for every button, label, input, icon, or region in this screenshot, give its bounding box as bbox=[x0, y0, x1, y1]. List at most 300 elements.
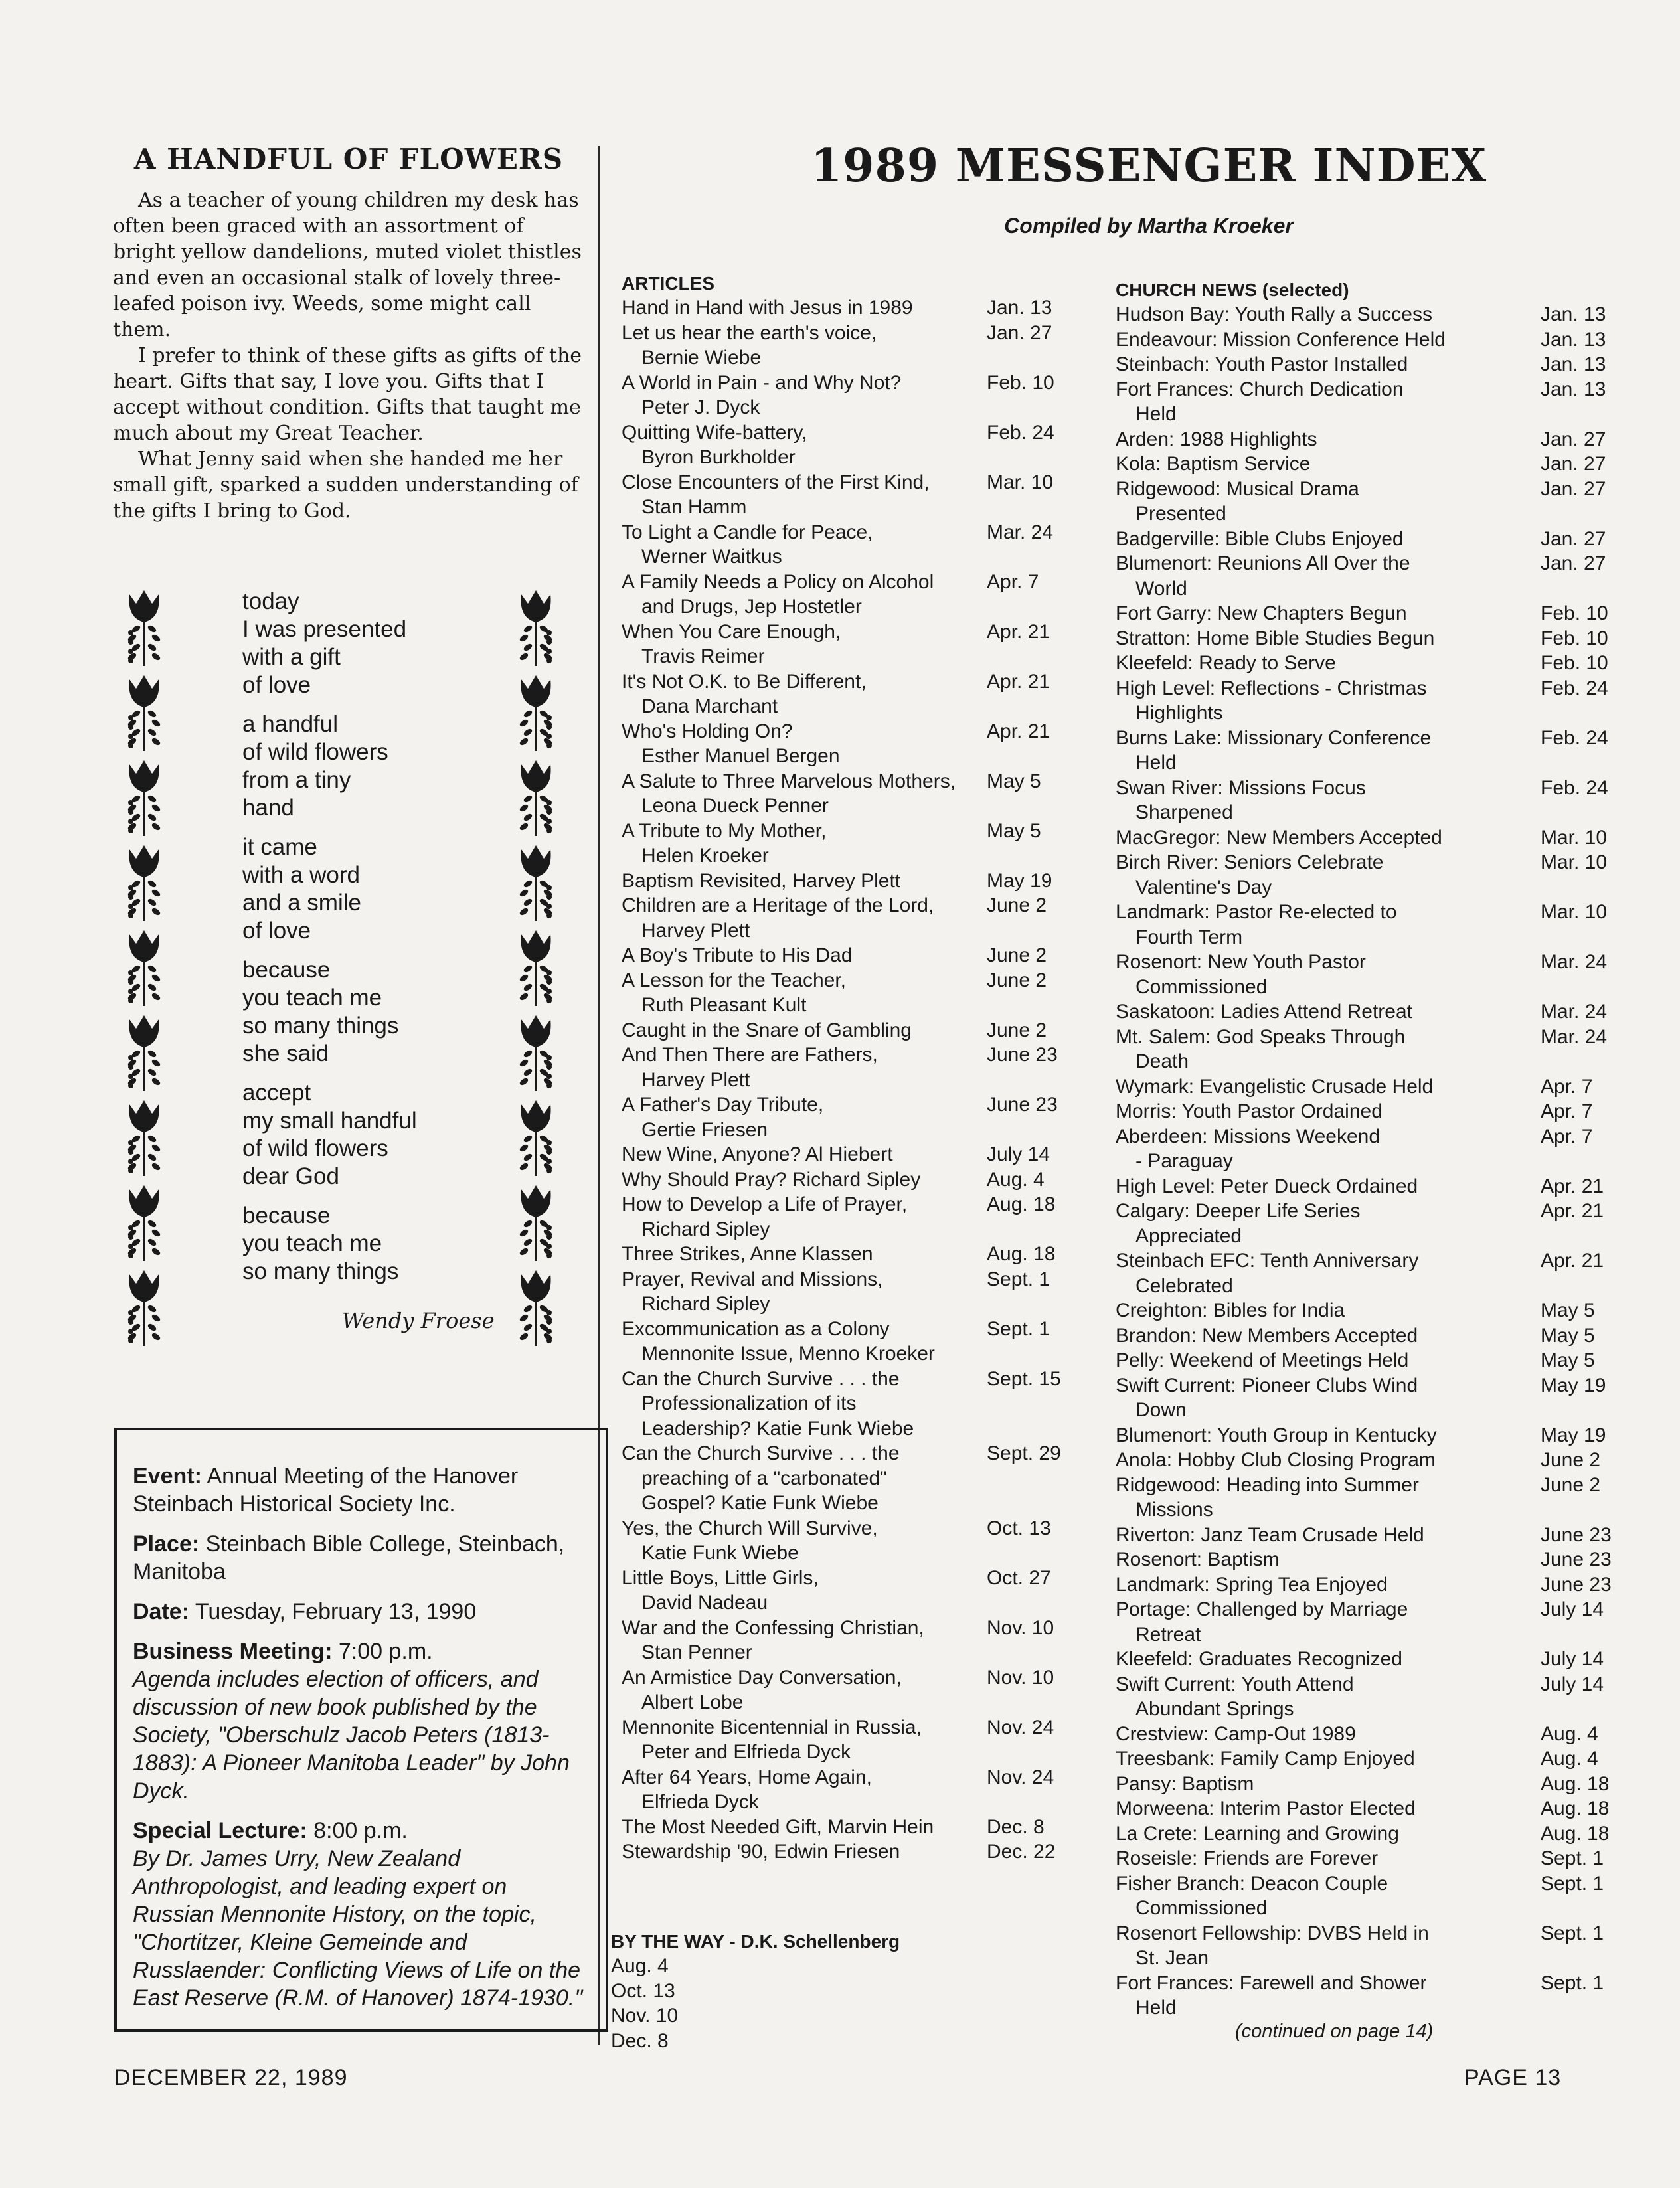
poem-line: of love bbox=[242, 672, 311, 698]
entry-date: May 19 bbox=[1541, 1374, 1606, 1396]
entry-title-line: preaching of a "carbonated" bbox=[641, 1467, 887, 1489]
index-entry bbox=[622, 1167, 1060, 1193]
entry-title-line: Fourth Term bbox=[1135, 926, 1243, 948]
index-entry bbox=[622, 1516, 1060, 1566]
poem-stanza bbox=[242, 588, 406, 699]
entry-title-line: The Most Needed Gift, Marvin Hein bbox=[622, 1815, 934, 1838]
poem-stanza bbox=[242, 711, 388, 822]
index-entry bbox=[622, 1192, 1060, 1242]
entry-title-line: Rosenort Fellowship: DVBS Held in bbox=[1116, 1922, 1429, 1944]
entry-title-line: Rosenort: Baptism bbox=[1116, 1549, 1280, 1570]
entry-date: Mar. 10 bbox=[1541, 826, 1608, 849]
index-subtitle: Compiled by Martha Kroeker bbox=[1004, 214, 1294, 238]
index-entry bbox=[1116, 551, 1620, 601]
entry-title-line: Prayer, Revival and Missions, bbox=[622, 1268, 883, 1290]
entry-title-line: Who's Holding On? bbox=[622, 720, 793, 742]
poem-line: a handful bbox=[242, 711, 339, 737]
poem-stanza bbox=[242, 1079, 417, 1191]
entry-date: Apr. 21 bbox=[1541, 1200, 1604, 1222]
entry-title-line: Can the Church Survive . . . the bbox=[622, 1367, 900, 1390]
by-the-way-heading: BY THE WAY - D.K. Schellenberg bbox=[611, 1931, 900, 1952]
entry-title-line: A Tribute to My Mother, bbox=[622, 819, 827, 842]
entry-date: Aug. 18 bbox=[987, 1193, 1056, 1215]
poem-line: she said bbox=[242, 1041, 329, 1066]
entry-title-line: A Salute to Three Marvelous Mothers, bbox=[622, 770, 956, 792]
entry-date: Apr. 7 bbox=[1541, 1125, 1593, 1147]
entry-date: June 2 bbox=[987, 969, 1047, 991]
entry-date: Sept. 29 bbox=[987, 1442, 1061, 1464]
index-entry bbox=[622, 1616, 1060, 1665]
entry-date: Aug. 18 bbox=[1541, 1798, 1610, 1819]
index-entry bbox=[622, 1367, 1060, 1442]
entry-date: Feb. 24 bbox=[1541, 776, 1608, 799]
entry-title-line: Steinbach: Youth Pastor Installed bbox=[1116, 353, 1408, 375]
entry-title-line: Treesbank: Family Camp Enjoyed bbox=[1116, 1748, 1415, 1770]
entry-title-line: Riverton: Janz Team Crusade Held bbox=[1116, 1523, 1424, 1546]
entry-title-line: La Crete: Learning and Growing bbox=[1116, 1822, 1399, 1845]
entry-date: June 2 bbox=[987, 944, 1047, 966]
entry-date: Mar. 10 bbox=[1541, 851, 1608, 873]
entry-title-line: Richard Sipley bbox=[641, 1218, 770, 1240]
index-entry bbox=[622, 769, 1060, 819]
entry-title-line: Mennonite Bicentennial in Russia, bbox=[622, 1716, 922, 1738]
entry-date: Mar. 24 bbox=[1541, 951, 1608, 973]
entry-title-line: Esther Manuel Bergen bbox=[641, 745, 840, 767]
entry-title-line: Gospel? Katie Funk Wiebe bbox=[641, 1492, 879, 1514]
date-line: Date: Tuesday, February 13, 1990 bbox=[133, 1599, 477, 1624]
entry-title-line: Calgary: Deeper Life Series bbox=[1116, 1200, 1361, 1222]
entry-title-line: Hand in Hand with Jesus in 1989 bbox=[622, 297, 913, 319]
index-entry bbox=[622, 1839, 1060, 1865]
entry-title-line: Werner Waitkus bbox=[641, 546, 782, 568]
index-entry bbox=[1116, 1871, 1620, 1921]
index-entry bbox=[622, 1267, 1060, 1317]
entry-title-line: Commissioned bbox=[1135, 975, 1268, 998]
entry-title-line: Portage: Challenged by Marriage bbox=[1116, 1598, 1408, 1620]
entry-title-line: Let us hear the earth's voice, bbox=[622, 321, 877, 344]
poem bbox=[113, 581, 584, 1358]
index-entry bbox=[1116, 1547, 1620, 1572]
special-lecture: Special Lecture: 8:00 p.m. By Dr. James Urry, New Zealand Anthropologist, and leading expert on Russian Mennonite History, on the topic, "Chortitzer, Kleine Gemeinde and Russlaender: Conflicting Views of Life on the East Reserve (R.M. of Hanover) 1874-1930." bbox=[133, 1818, 583, 2011]
index-entry bbox=[1116, 1746, 1620, 1772]
entry-date: May 5 bbox=[987, 770, 1041, 792]
index-entry bbox=[622, 1815, 1060, 1840]
entry-date: Apr. 21 bbox=[987, 670, 1050, 693]
index-entry bbox=[1116, 1672, 1620, 1722]
entry-title-line: High Level: Peter Dueck Ordained bbox=[1116, 1175, 1418, 1197]
entry-date: Nov. 10 bbox=[987, 1616, 1054, 1639]
entry-title-line: New Wine, Anyone? Al Hiebert bbox=[622, 1143, 893, 1165]
entry-date: Sept. 1 bbox=[987, 1268, 1050, 1290]
poem-line: and a smile bbox=[242, 890, 361, 916]
entry-date: July 14 bbox=[987, 1143, 1050, 1165]
entry-date: Nov. 24 bbox=[987, 1716, 1054, 1738]
entry-date: Jan. 13 bbox=[1541, 303, 1606, 325]
entry-title-line: Death bbox=[1135, 1051, 1189, 1072]
entry-date: Jan. 27 bbox=[1541, 428, 1606, 450]
entry-title-line: Peter and Elfrieda Dyck bbox=[641, 1741, 851, 1763]
entry-title-line: Baptism Revisited, Harvey Plett bbox=[622, 869, 901, 892]
entry-date: Apr. 21 bbox=[1541, 1250, 1604, 1272]
index-entry bbox=[622, 1142, 1060, 1167]
page-number: PAGE 13 bbox=[1464, 2065, 1562, 2090]
index-entry bbox=[1116, 850, 1620, 900]
entry-title-line: Children are a Heritage of the Lord, bbox=[622, 894, 934, 916]
entry-title-line: Landmark: Spring Tea Enjoyed bbox=[1116, 1573, 1388, 1596]
entry-title-line: Creighton: Bibles for India bbox=[1116, 1300, 1345, 1321]
entry-title-line: and Drugs, Jep Hostetler bbox=[641, 596, 862, 618]
index-entry bbox=[622, 321, 1060, 371]
poem-line: of love bbox=[242, 918, 311, 944]
index-entry bbox=[1116, 1971, 1620, 2021]
entry-date: June 23 bbox=[1541, 1573, 1612, 1596]
entry-date: Aug. 4 bbox=[1541, 1748, 1598, 1770]
index-entry bbox=[1116, 1448, 1620, 1473]
index-entry bbox=[1116, 1772, 1620, 1797]
index-entry bbox=[1116, 1647, 1620, 1672]
entry-date: Jan. 27 bbox=[1541, 552, 1606, 574]
entry-title-line: Harvey Plett bbox=[641, 1068, 750, 1091]
entry-title-line: Blumenort: Youth Group in Kentucky bbox=[1116, 1424, 1437, 1446]
entry-title-line: Rosenort: New Youth Pastor bbox=[1116, 951, 1366, 973]
entry-title-line: St. Jean bbox=[1135, 1947, 1209, 1969]
entry-title-line: Presented bbox=[1135, 503, 1226, 525]
entry-title-line: Ridgewood: Heading into Summer bbox=[1116, 1473, 1419, 1496]
entry-title-line: Sharpened bbox=[1135, 801, 1233, 823]
index-entry bbox=[1116, 527, 1620, 552]
entry-title-line: Burns Lake: Missionary Conference bbox=[1116, 726, 1432, 749]
entry-title-line: Mt. Salem: God Speaks Through bbox=[1116, 1025, 1406, 1048]
index-entry bbox=[1116, 377, 1620, 427]
article-paragraph: As a teacher of young children my desk has often been graced with an assortment of bright yellow dandelions, muted violet thistles and even an occasional stalk of lovely three-leafed poison ivy. Weeds, some might call them. bbox=[113, 189, 582, 341]
index-entry bbox=[622, 295, 1060, 321]
entry-title-line: To Light a Candle for Peace, bbox=[622, 521, 873, 543]
index-entry bbox=[1116, 1796, 1620, 1821]
entry-date: June 23 bbox=[1541, 1549, 1612, 1570]
index-entry bbox=[622, 620, 1060, 669]
entry-date: Aug. 18 bbox=[1541, 1822, 1610, 1845]
entry-date: June 2 bbox=[987, 1019, 1047, 1041]
poem-line: my small handful bbox=[242, 1108, 417, 1134]
index-entry bbox=[1116, 776, 1620, 825]
entry-date: Mar. 24 bbox=[1541, 1001, 1608, 1023]
index-entry bbox=[622, 1665, 1060, 1715]
index-entry bbox=[622, 1566, 1060, 1616]
entry-title-line: Appreciated bbox=[1135, 1224, 1242, 1247]
entry-date: Mar. 24 bbox=[987, 521, 1054, 543]
entry-date: Feb. 10 bbox=[987, 371, 1054, 394]
index-entry bbox=[1116, 1323, 1620, 1349]
entry-title-line: Endeavour: Mission Conference Held bbox=[1116, 328, 1446, 351]
entry-title-line: Held bbox=[1135, 1997, 1177, 2019]
entry-title-line: Morris: Youth Pastor Ordained bbox=[1116, 1100, 1383, 1122]
entry-title-line: Travis Reimer bbox=[641, 645, 765, 667]
entry-title-line: - Paraguay bbox=[1135, 1150, 1233, 1172]
entry-title-line: Commissioned bbox=[1135, 1897, 1268, 1919]
entry-title-line: Aberdeen: Missions Weekend bbox=[1116, 1125, 1380, 1147]
article-paragraph: I prefer to think of these gifts as gifts of the heart. Gifts that say, I love you. Gifts that I accept without condition. Gifts that taught me much about my Great Teacher. bbox=[113, 344, 582, 445]
entry-date: Feb. 10 bbox=[1541, 652, 1608, 674]
entry-title-line: Peter J. Dyck bbox=[641, 396, 760, 418]
continued-note: (continued on page 14) bbox=[1235, 2021, 1434, 2042]
entry-title-line: Hudson Bay: Youth Rally a Success bbox=[1116, 303, 1432, 325]
entry-title-line: Mennonite Issue, Menno Kroeker bbox=[641, 1343, 935, 1365]
entry-date: Sept. 1 bbox=[1541, 1922, 1604, 1944]
entry-date: Jan. 13 bbox=[1541, 353, 1606, 375]
entry-title-line: High Level: Reflections - Christmas bbox=[1116, 677, 1427, 699]
entry-date: Apr. 7 bbox=[987, 570, 1039, 593]
entry-title-line: Quitting Wife-battery, bbox=[622, 421, 807, 444]
poem-line: it came bbox=[242, 834, 317, 860]
entry-title-line: Little Boys, Little Girls, bbox=[622, 1566, 819, 1589]
index-entry bbox=[1116, 1248, 1620, 1298]
poem-author: Wendy Froese bbox=[342, 1308, 495, 1333]
index-entry bbox=[622, 869, 1060, 894]
poem-line: with a word bbox=[242, 862, 361, 888]
entry-title-line: Fisher Branch: Deacon Couple bbox=[1116, 1872, 1388, 1894]
poem-line: so many things bbox=[242, 1258, 399, 1284]
entry-title-line: Anola: Hobby Club Closing Program bbox=[1116, 1449, 1436, 1471]
entry-title-line: Held bbox=[1135, 752, 1177, 774]
entry-title-line: Birch River: Seniors Celebrate bbox=[1116, 851, 1384, 873]
entry-date: Nov. 10 bbox=[987, 1666, 1054, 1689]
entry-date: May 19 bbox=[987, 869, 1052, 892]
index-entry bbox=[1116, 1722, 1620, 1747]
entry-title-line: Blumenort: Reunions All Over the bbox=[1116, 552, 1410, 574]
index-entry bbox=[622, 420, 1060, 470]
entry-title-line: Close Encounters of the First Kind, bbox=[622, 471, 930, 493]
entry-title-line: Swift Current: Pioneer Clubs Wind bbox=[1116, 1374, 1418, 1396]
entry-title-line: Arden: 1988 Highlights bbox=[1116, 428, 1317, 450]
entry-date: Jan. 27 bbox=[987, 321, 1052, 344]
entry-date: Mar. 24 bbox=[1541, 1025, 1608, 1048]
entry-date: Sept. 1 bbox=[1541, 1847, 1604, 1869]
poem-line: of wild flowers bbox=[242, 739, 388, 765]
index-entry bbox=[622, 1242, 1060, 1267]
entry-title-line: Brandon: New Members Accepted bbox=[1116, 1324, 1418, 1347]
entry-title-line: Pelly: Weekend of Meetings Held bbox=[1116, 1349, 1409, 1371]
entry-title-line: Ridgewood: Musical Drama bbox=[1116, 477, 1359, 500]
entry-title-line: MacGregor: New Members Accepted bbox=[1116, 826, 1442, 849]
entry-title-line: Leadership? Katie Funk Wiebe bbox=[641, 1417, 914, 1440]
articles-heading: ARTICLES bbox=[622, 273, 714, 294]
entry-title-line: Stan Penner bbox=[641, 1641, 752, 1663]
index-entry bbox=[1116, 1298, 1620, 1323]
entry-title-line: Helen Kroeker bbox=[641, 845, 769, 867]
business-meeting: Business Meeting: 7:00 p.m. Agenda includes election of officers, and discussion of new book published by the Society, "Oberschulz Jacob Peters (1813-1883): A Pioneer Manitoba Leader" by John Dyck. bbox=[133, 1639, 570, 1804]
index-entry bbox=[622, 371, 1060, 420]
entry-date: Sept. 1 bbox=[987, 1317, 1050, 1340]
entry-date: Jan. 13 bbox=[1541, 328, 1606, 351]
entry-date: May 5 bbox=[1541, 1300, 1595, 1321]
entry-title-line: Landmark: Pastor Re-elected to bbox=[1116, 901, 1397, 923]
poem-line: with a gift bbox=[242, 644, 341, 670]
poem-stanza bbox=[242, 833, 361, 945]
index-entry bbox=[1116, 1423, 1620, 1448]
entry-date: Feb. 24 bbox=[1541, 677, 1608, 699]
event-line: Event: Annual Meeting of the Hanover Steinbach Historical Society Inc. bbox=[133, 1464, 519, 1517]
entry-title-line: Harvey Plett bbox=[641, 919, 750, 942]
entry-title-line: Retreat bbox=[1135, 1623, 1201, 1645]
index-entry bbox=[1116, 352, 1620, 377]
index-entry bbox=[1116, 999, 1620, 1025]
entry-title-line: Abundant Springs bbox=[1135, 1698, 1294, 1720]
entry-date: Jan. 13 bbox=[987, 297, 1052, 319]
index-entry bbox=[1116, 327, 1620, 353]
entry-date: May 5 bbox=[1541, 1324, 1595, 1347]
entry-title-line: An Armistice Day Conversation, bbox=[622, 1666, 902, 1689]
entry-title-line: Fort Frances: Farewell and Shower bbox=[1116, 1972, 1427, 1994]
entry-title-line: Pansy: Baptism bbox=[1116, 1772, 1254, 1795]
entry-date: Feb. 24 bbox=[1541, 726, 1608, 749]
entry-title-line: Kola: Baptism Service bbox=[1116, 453, 1311, 475]
index-entry bbox=[1116, 1025, 1620, 1074]
entry-title-line: Ruth Pleasant Kult bbox=[641, 994, 807, 1016]
index-title: 1989 MESSENGER INDEX bbox=[810, 139, 1487, 193]
entry-title-line: Leona Dueck Penner bbox=[641, 795, 829, 817]
by-the-way-date: Oct. 13 bbox=[611, 1979, 675, 2002]
entry-date: June 23 bbox=[987, 1044, 1058, 1066]
article-paragraph: What Jenny said when she handed me her small gift, sparked a sudden understanding of the gifts I bring to God. bbox=[113, 448, 578, 523]
poem-line: because bbox=[242, 957, 331, 983]
index-entry bbox=[622, 819, 1060, 869]
entry-title-line: Stan Hamm bbox=[641, 496, 747, 518]
by-the-way-date: Nov. 10 bbox=[611, 2005, 679, 2027]
entry-title-line: After 64 Years, Home Again, bbox=[622, 1766, 872, 1788]
index-entry bbox=[622, 1018, 1060, 1043]
entry-title-line: Elfrieda Dyck bbox=[641, 1791, 759, 1813]
index-entry bbox=[1116, 1921, 1620, 1971]
entry-date: Oct. 27 bbox=[987, 1566, 1051, 1589]
issue-date: DECEMBER 22, 1989 bbox=[114, 2065, 348, 2090]
index-entry bbox=[1116, 452, 1620, 477]
flowers-article bbox=[113, 143, 584, 524]
index-entry bbox=[1116, 1821, 1620, 1847]
index-entry bbox=[1116, 1473, 1620, 1523]
entry-title-line: War and the Confessing Christian, bbox=[622, 1616, 924, 1639]
entry-title-line: How to Develop a Life of Prayer, bbox=[622, 1193, 908, 1215]
flower-vine-left-icon bbox=[113, 581, 176, 1358]
index-entry bbox=[622, 1765, 1060, 1815]
church-news-list bbox=[1116, 278, 1620, 2021]
index-entry bbox=[622, 719, 1060, 769]
entry-title-line: Yes, the Church Will Survive, bbox=[622, 1517, 878, 1539]
article-body bbox=[113, 187, 584, 524]
index-entry bbox=[622, 520, 1060, 570]
entry-title-line: Gertie Friesen bbox=[641, 1118, 768, 1141]
index-entry bbox=[1116, 1572, 1620, 1598]
church-news-heading: CHURCH NEWS (selected) bbox=[1116, 280, 1349, 300]
entry-date: Aug. 18 bbox=[1541, 1772, 1610, 1795]
entry-date: Feb. 24 bbox=[987, 421, 1054, 444]
entry-date: Apr. 21 bbox=[1541, 1175, 1604, 1197]
entry-date: May 5 bbox=[987, 819, 1041, 842]
poem-line: because bbox=[242, 1203, 331, 1228]
index-entry bbox=[1116, 302, 1620, 327]
index-entry bbox=[622, 470, 1060, 520]
entry-date: Aug. 18 bbox=[987, 1243, 1056, 1265]
entry-title-line: Fort Frances: Church Dedication bbox=[1116, 378, 1404, 400]
index-entry bbox=[1116, 626, 1620, 651]
entry-date: Nov. 24 bbox=[987, 1766, 1054, 1788]
entry-date: June 2 bbox=[1541, 1449, 1601, 1471]
index-entry bbox=[1116, 1523, 1620, 1548]
index-entry bbox=[1116, 950, 1620, 999]
articles-list bbox=[622, 271, 1060, 1865]
entry-title-line: World bbox=[1135, 577, 1187, 600]
entry-title-line: It's Not O.K. to Be Different, bbox=[622, 670, 867, 693]
entry-title-line: Saskatoon: Ladies Attend Retreat bbox=[1116, 1001, 1412, 1023]
entry-title-line: Badgerville: Bible Clubs Enjoyed bbox=[1116, 527, 1404, 550]
index-entry bbox=[622, 943, 1060, 968]
index-entry bbox=[622, 1715, 1060, 1765]
entry-title-line: Richard Sipley bbox=[641, 1293, 770, 1315]
entry-date: Aug. 4 bbox=[1541, 1723, 1598, 1745]
index-entry bbox=[622, 1441, 1060, 1516]
entry-title-line: Down bbox=[1135, 1399, 1187, 1421]
entry-date: Apr. 21 bbox=[987, 620, 1050, 643]
entry-title-line: Celebrated bbox=[1135, 1274, 1233, 1297]
index-entry bbox=[1116, 477, 1620, 527]
poem-line: so many things bbox=[242, 1013, 399, 1039]
entry-title-line: Swift Current: Youth Attend bbox=[1116, 1673, 1354, 1695]
entry-date: Mar. 10 bbox=[987, 471, 1054, 493]
poem-line: accept bbox=[242, 1080, 311, 1106]
entry-title-line: Steinbach EFC: Tenth Anniversary bbox=[1116, 1250, 1419, 1272]
entry-date: June 2 bbox=[1541, 1473, 1601, 1496]
entry-title-line: Katie Funk Wiebe bbox=[641, 1542, 799, 1564]
index-entry bbox=[1116, 1199, 1620, 1248]
entry-date: July 14 bbox=[1541, 1598, 1604, 1620]
entry-date: July 14 bbox=[1541, 1673, 1604, 1695]
entry-title-line: Dana Marchant bbox=[641, 695, 778, 717]
index-entry bbox=[1116, 1373, 1620, 1423]
entry-title-line: Byron Burkholder bbox=[641, 446, 796, 468]
index-entry bbox=[1116, 427, 1620, 452]
index-entry bbox=[1116, 1074, 1620, 1100]
index-entry bbox=[622, 893, 1060, 943]
index-entry bbox=[1116, 676, 1620, 726]
entry-date: June 2 bbox=[987, 894, 1047, 916]
index-entry bbox=[622, 570, 1060, 620]
index-entry bbox=[622, 669, 1060, 719]
poem-line: dear God bbox=[242, 1163, 339, 1189]
entry-title-line: A Family Needs a Policy on Alcohol bbox=[622, 570, 934, 593]
entry-date: Aug. 4 bbox=[987, 1168, 1045, 1191]
by-the-way-date: Dec. 8 bbox=[611, 2029, 669, 2052]
entry-date: Apr. 21 bbox=[987, 720, 1050, 742]
entry-date: Sept. 15 bbox=[987, 1367, 1061, 1390]
poem-line: you teach me bbox=[242, 985, 382, 1011]
entry-date: June 23 bbox=[1541, 1523, 1612, 1546]
index-entry bbox=[1116, 1348, 1620, 1373]
poem-line: hand bbox=[242, 795, 294, 821]
poem-stanza bbox=[242, 956, 398, 1068]
poem-line: today bbox=[242, 588, 299, 614]
entry-date: July 14 bbox=[1541, 1648, 1604, 1670]
poem-stanza bbox=[242, 1202, 398, 1286]
entry-date: Jan. 13 bbox=[1541, 378, 1606, 400]
entry-title-line: Missions bbox=[1135, 1499, 1213, 1521]
index-entry bbox=[1116, 651, 1620, 676]
entry-title-line: Three Strikes, Anne Klassen bbox=[622, 1243, 873, 1265]
entry-title-line: Morweena: Interim Pastor Elected bbox=[1116, 1798, 1416, 1819]
entry-title-line: David Nadeau bbox=[641, 1592, 768, 1614]
entry-date: Mar. 10 bbox=[1541, 901, 1608, 923]
entry-title-line: A Boy's Tribute to His Dad bbox=[622, 944, 853, 966]
entry-date: Sept. 1 bbox=[1541, 1872, 1604, 1894]
entry-date: May 5 bbox=[1541, 1349, 1595, 1371]
